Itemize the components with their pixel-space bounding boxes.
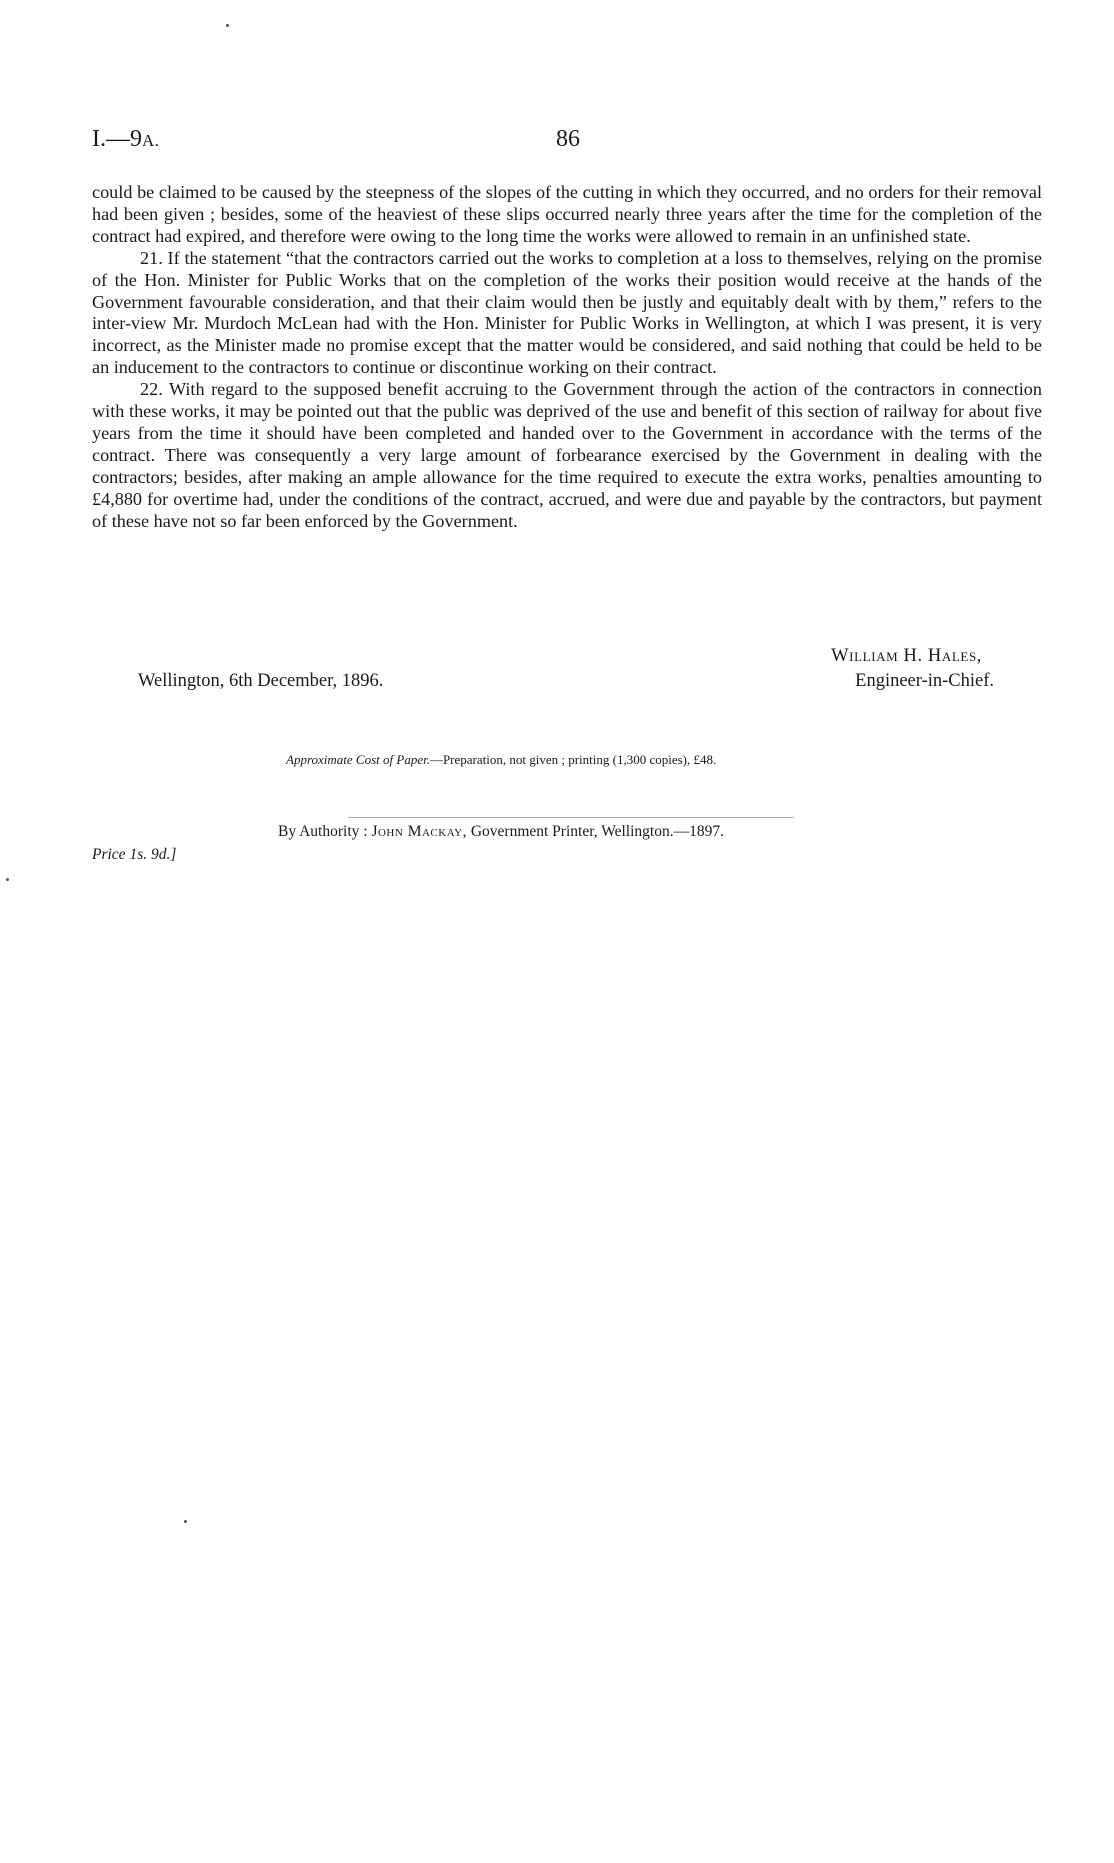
paragraph-22: 22. With regard to the supposed benefit accruing to the Government through the action of the contractors in connection with these works, it may be pointed out that the public was deprived of the use and benefit of this section of railway for about five years from the time it should have been completed and handed over to the Government in accordance with the terms of the contract. There was consequently a very large amount of forbearance exercised by the Government in dealing with the contractors; besides, after making an ample allowance for the time required to execute the extra works, penalties amounting to £4,880 for overtime had, under the conditions of the contract, accrued, and were due and payable by the contractors, but payment of these have not so far been enforced by the Government. [92, 379, 1043, 531]
cost-label: Approximate Cost of Paper. [286, 752, 430, 767]
printer-name: John Mackay, [371, 823, 467, 840]
signatory-name: William H. Hales, [831, 646, 982, 666]
signature-block [92, 646, 1042, 696]
page-header [92, 126, 1042, 160]
scan-speck [184, 1520, 187, 1523]
paragraph-21: 21. If the statement “that the contractors carried out the works to completion at a loss to themselves, relying on the promise of the Hon. Minister for Public Works that on the completion of the works their position would receive at the hands of the Government favourable consideration, and that their claim would then be justly and equitably dealt with by them,” refers to the inter-view Mr. Murdoch McLean had with the Hon. Minister for Public Works in Wellington, at which I was present, it is very incorrect, as the Minister made no promise except that the matter would be considered, and said nothing that could be held to be an inducement to the contractors to continue or discontinue working on their contract. [92, 247, 1043, 378]
printer-imprint: By Authority : John Mackay, Government Printer, Wellington.—1897. [278, 823, 724, 840]
place-and-date: Wellington, 6th December, 1896. [138, 671, 384, 691]
cost-text: —Preparation, not given ; printing (1,300 copies), £48. [429, 752, 717, 767]
body-text [92, 182, 1042, 533]
paragraph-continued: could be claimed to be caused by the steepness of the slopes of the cutting in which they occurred, and no orders for their removal had been given ; besides, some of the heaviest of these slips occurred nearly three years after the time for the completion of the contract had expired, and therefore were owing to the long time the works were allowed to remain in an unfinished state. [92, 182, 1043, 246]
document-reference: I.—9A. [92, 126, 160, 152]
price-note: Price 1s. 9d.] [92, 846, 177, 863]
cost-of-paper-note [286, 752, 716, 768]
scan-speck [226, 24, 229, 27]
page-number: 86 [556, 126, 580, 152]
signatory-title: Engineer-in-Chief. [855, 671, 994, 691]
scan-speck [6, 878, 9, 881]
divider [348, 817, 794, 818]
